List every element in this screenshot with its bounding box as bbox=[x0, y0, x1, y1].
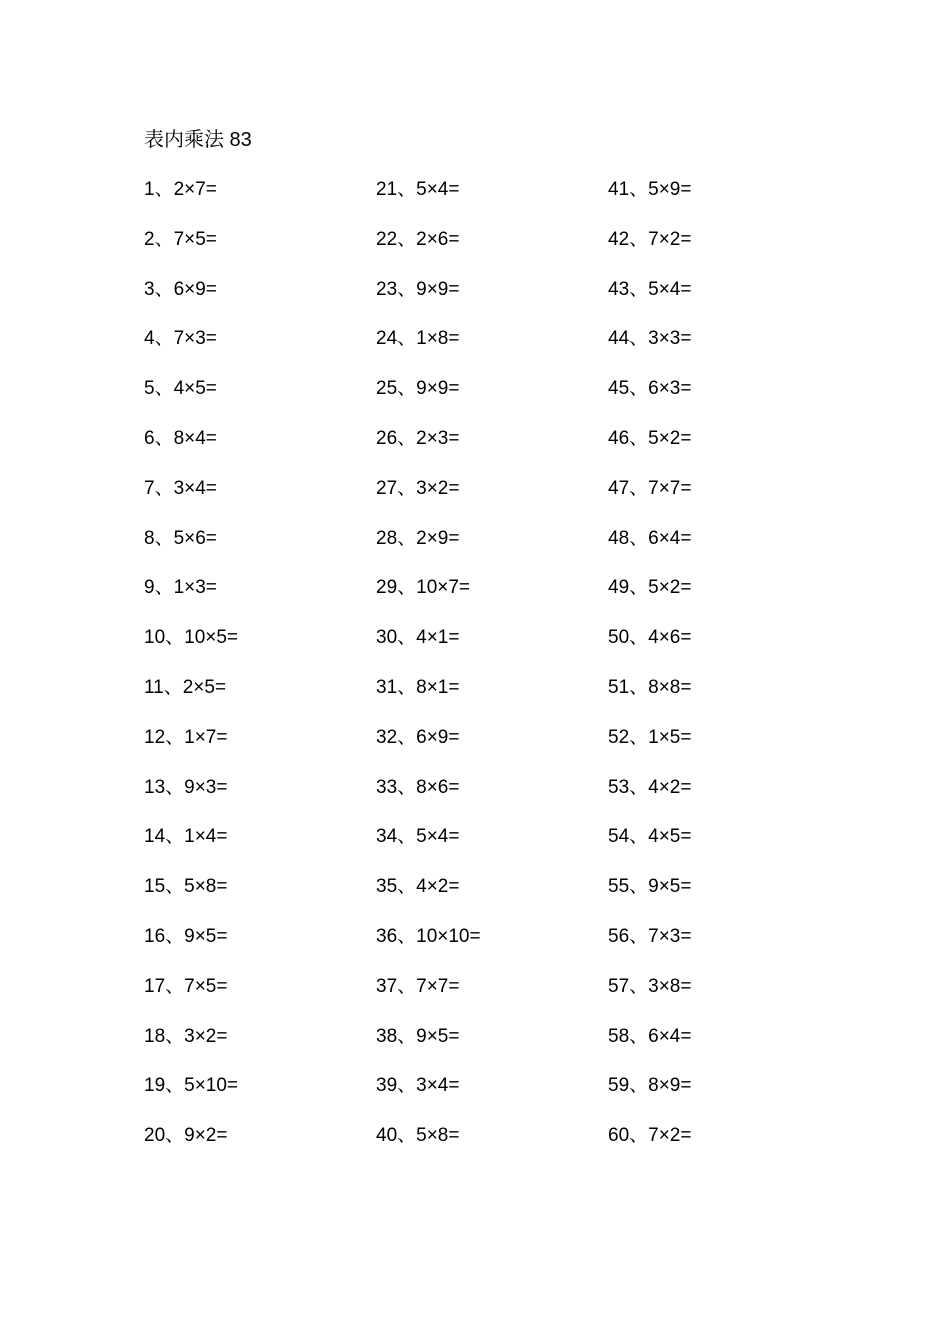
problem-item: 48、6×4= bbox=[608, 527, 692, 549]
problem-item: 29、10×7= bbox=[376, 577, 471, 599]
problem-item: 20、9×2= bbox=[144, 1125, 228, 1147]
problem-item: 54、4×5= bbox=[608, 826, 692, 848]
problem-item: 12、1×7= bbox=[144, 726, 228, 748]
problem-item: 42、7×2= bbox=[608, 228, 692, 250]
problem-item: 46、5×2= bbox=[608, 427, 692, 449]
problem-column-2 bbox=[376, 176, 596, 1172]
problem-item: 15、5×8= bbox=[144, 876, 228, 898]
problem-item: 52、1×5= bbox=[608, 726, 692, 748]
problem-column-1 bbox=[144, 176, 364, 1172]
problem-item: 39、3×4= bbox=[376, 1075, 460, 1097]
problem-item: 25、9×9= bbox=[376, 378, 460, 400]
problem-item: 7、3×4= bbox=[144, 477, 217, 499]
problem-item: 13、9×3= bbox=[144, 776, 228, 798]
problem-item: 33、8×6= bbox=[376, 776, 460, 798]
problem-item: 5、4×5= bbox=[144, 378, 217, 400]
problem-item: 49、5×2= bbox=[608, 577, 692, 599]
problem-item: 50、4×6= bbox=[608, 627, 692, 649]
problem-item: 37、7×7= bbox=[376, 975, 460, 997]
problem-item: 51、8×8= bbox=[608, 676, 692, 698]
problem-item: 31、8×1= bbox=[376, 676, 460, 698]
problem-item: 28、2×9= bbox=[376, 527, 460, 549]
problem-item: 44、3×3= bbox=[608, 328, 692, 350]
problem-item: 22、2×6= bbox=[376, 228, 460, 250]
problem-item: 23、9×9= bbox=[376, 278, 460, 300]
problem-item: 58、6×4= bbox=[608, 1025, 692, 1047]
problem-item: 55、9×5= bbox=[608, 876, 692, 898]
problem-item: 6、8×4= bbox=[144, 427, 217, 449]
problem-item: 57、3×8= bbox=[608, 975, 692, 997]
problem-item: 11、2×5= bbox=[144, 676, 227, 698]
problem-item: 32、6×9= bbox=[376, 726, 460, 748]
problem-item: 30、4×1= bbox=[376, 627, 460, 649]
problem-item: 40、5×8= bbox=[376, 1125, 460, 1147]
problem-item: 24、1×8= bbox=[376, 328, 460, 350]
problem-item: 8、5×6= bbox=[144, 527, 217, 549]
problem-item: 16、9×5= bbox=[144, 925, 228, 947]
problem-item: 47、7×7= bbox=[608, 477, 692, 499]
problem-item: 1、2×7= bbox=[144, 179, 217, 200]
problem-item: 36、10×10= bbox=[376, 925, 481, 947]
problem-item: 4、7×3= bbox=[144, 328, 217, 350]
problem-item: 2、7×5= bbox=[144, 228, 217, 250]
problem-item: 38、9×5= bbox=[376, 1025, 460, 1047]
problem-item: 43、5×4= bbox=[608, 278, 692, 300]
problem-item: 60、7×2= bbox=[608, 1125, 692, 1147]
problem-item: 17、7×5= bbox=[144, 975, 228, 997]
problem-item: 21、5×4= bbox=[376, 179, 460, 200]
problem-item: 56、7×3= bbox=[608, 925, 692, 947]
problem-item: 59、8×9= bbox=[608, 1075, 692, 1097]
problem-item: 53、4×2= bbox=[608, 776, 692, 798]
problem-item: 18、3×2= bbox=[144, 1025, 228, 1047]
problem-item: 34、5×4= bbox=[376, 826, 460, 848]
problem-item: 14、1×4= bbox=[144, 826, 228, 848]
problem-item: 27、3×2= bbox=[376, 477, 460, 499]
problem-item: 3、6×9= bbox=[144, 278, 217, 300]
problem-item: 9、1×3= bbox=[144, 577, 217, 599]
problem-item: 35、4×2= bbox=[376, 876, 460, 898]
problem-column-3 bbox=[608, 176, 828, 1172]
worksheet-title: 表内乘法 83 bbox=[144, 129, 252, 151]
problem-item: 10、10×5= bbox=[144, 627, 239, 649]
problem-item: 41、5×9= bbox=[608, 179, 692, 200]
problem-item: 19、5×10= bbox=[144, 1075, 239, 1097]
problem-item: 45、6×3= bbox=[608, 378, 692, 400]
problem-item: 26、2×3= bbox=[376, 427, 460, 449]
